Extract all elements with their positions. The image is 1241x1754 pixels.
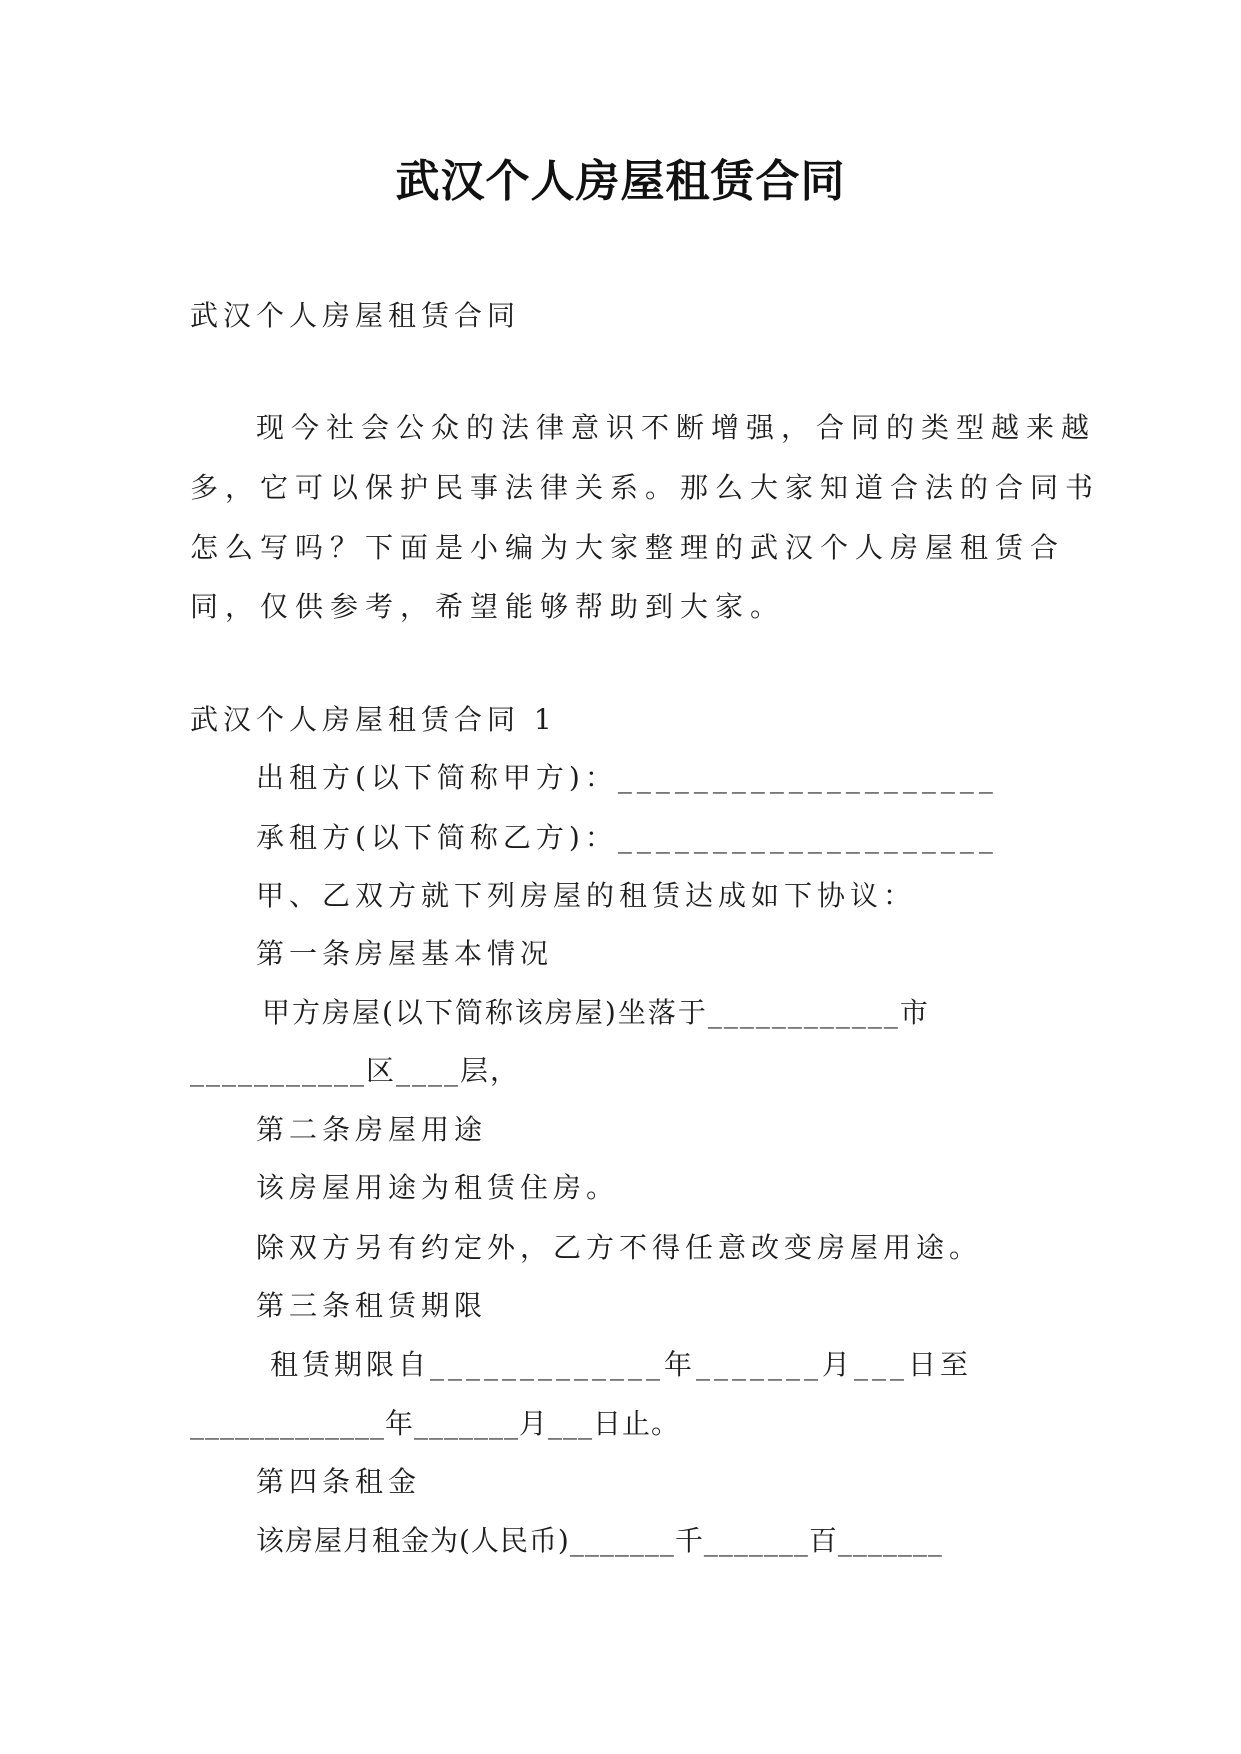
article2-heading: 第二条房屋用途 — [256, 1113, 488, 1146]
intro-line-1: 现今社会公众的法律意识不断增强，合同的类型越来越 — [256, 411, 1097, 444]
agreement-line: 甲、乙双方就下列房屋的租赁达成如下协议： — [256, 879, 917, 912]
intro-line-4: 同，仅供参考，希望能够帮助到大家。 — [190, 590, 786, 623]
article2-line2: 除双方另有约定外，乙方不得任意改变房屋用途。 — [256, 1231, 983, 1264]
article3-heading: 第三条租赁期限 — [256, 1289, 488, 1322]
article1-heading: 第一条房屋基本情况 — [256, 937, 554, 970]
document-subtitle: 武汉个人房屋租赁合同 — [190, 299, 521, 332]
article1-line1: 甲方房屋(以下简称该房屋)坐落于____________市 — [262, 996, 930, 1029]
intro-line-3: 怎么写吗？下面是小编为大家整理的武汉个人房屋租赁合 — [190, 531, 1066, 564]
article4-heading: 第四条租金 — [256, 1465, 422, 1498]
article4-line1: 该房屋月租金为(人民币)_______千_______百_______ — [256, 1524, 943, 1557]
document-title: 武汉个人房屋租赁合同 — [395, 156, 846, 207]
article3-line2: _____________年_______月___日止。 — [190, 1407, 681, 1440]
section-heading: 武汉个人房屋租赁合同 1 — [190, 703, 557, 736]
article1-line2: ___________区____层， — [190, 1054, 521, 1087]
article3-line1: 租赁期限自_____________年_______月___日至 — [270, 1348, 973, 1381]
article2-line1: 该房屋用途为租赁住房。 — [256, 1171, 620, 1204]
intro-line-2: 多，它可以保护民事法律关系。那么大家知道合法的合同书 — [190, 471, 1101, 504]
lessor-line: 出租方(以下简称甲方)：____________________ — [256, 761, 998, 794]
lessee-line: 承租方(以下简称乙方)：____________________ — [256, 821, 998, 854]
